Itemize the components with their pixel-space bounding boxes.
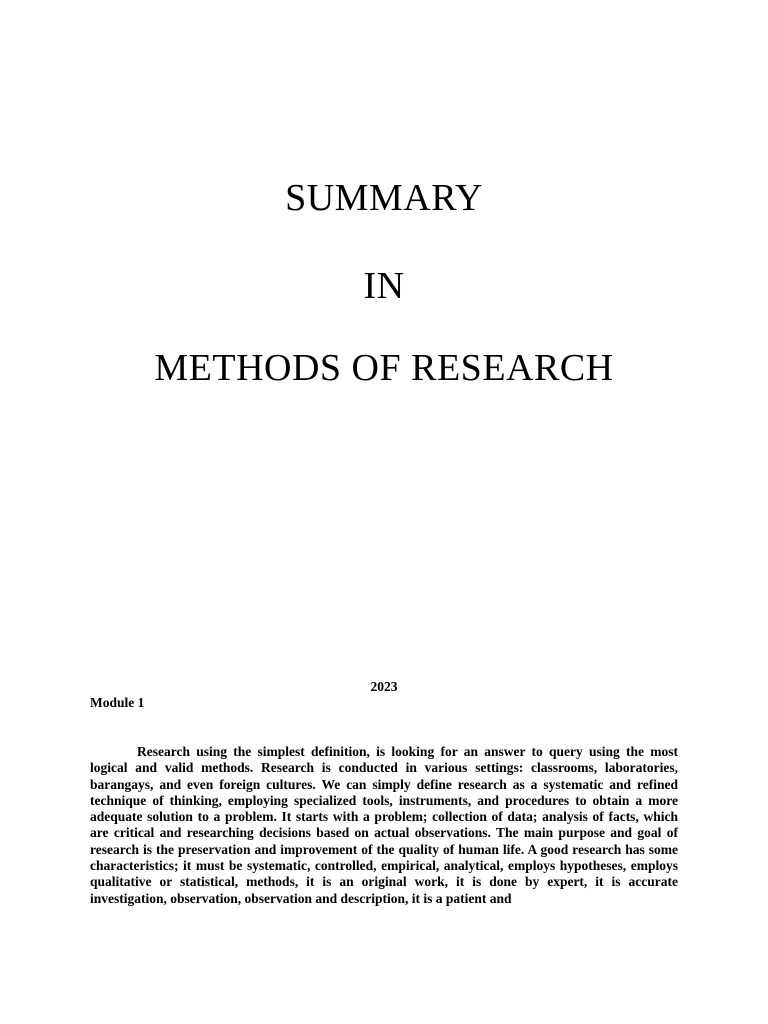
title-line-in: IN — [363, 265, 405, 307]
document-year: 2023 — [370, 679, 398, 694]
title-line-summary: SUMMARY — [285, 177, 483, 219]
body-paragraph: Research using the simplest definition, is looking for an answer to query using the most logical and valid methods. Research is conducted in various settings: classrooms, laboratories, barangays, and even foreign cultures. We can simply define research as a systematic and refined technique of thinking, employing specialized tools, instruments, and procedures to obtain a more adequate solution to a problem. It starts with a problem; collection of data; analysis of facts, which are critical and researching decisions based on actual observations. The main purpose and goal of research is the preservation and improvement of the quality of human life. A good research has some characteristics; it must be systematic, controlled, empirical, analytical, employs hypotheses, employs qualitative or statistical, methods, it is an original work, it is done by expert, it is accurate investigation, observation, observation and description, it is a patient and — [90, 744, 678, 906]
title-line-methods-of-research: METHODS OF RESEARCH — [154, 347, 614, 389]
module-heading: Module 1 — [90, 695, 145, 710]
